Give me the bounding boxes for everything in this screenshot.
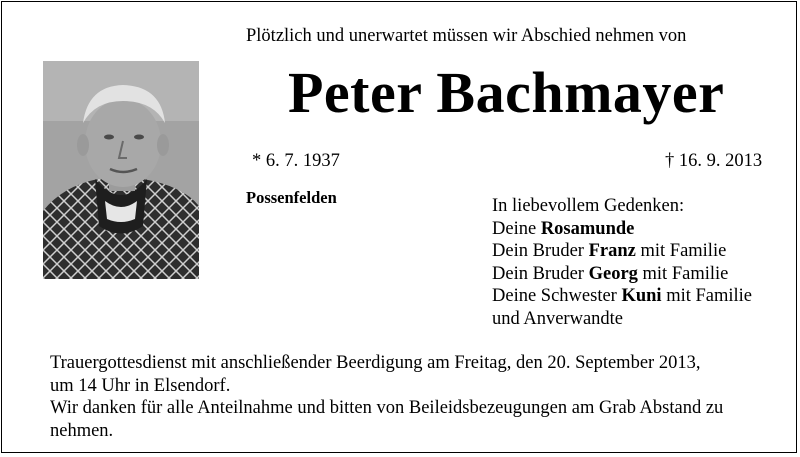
mourner-line: Deine Schwester Kuni mit Familie — [492, 286, 753, 306]
funeral-line: um 14 Uhr in Elsendorf. — [50, 375, 231, 396]
intro-text: Plötzlich und unerwartet müssen wir Abschied nehmen von — [246, 26, 687, 46]
mourner-line: Dein Bruder Georg mit Familie — [492, 263, 729, 284]
mourners-list — [492, 195, 752, 330]
mourner-line: Dein Bruder Franz mit Familie — [492, 241, 727, 261]
mourner-line: Deine Rosamunde — [492, 218, 635, 239]
mourner-name: Rosamunde — [540, 218, 635, 239]
funeral-info — [50, 352, 723, 442]
mourners-heading: In liebevollem Gedenken: — [492, 196, 685, 216]
birth-date: * 6. 7. 1937 — [252, 151, 340, 171]
mourner-name: Georg — [588, 263, 638, 284]
place-name: Possenfelden — [246, 188, 337, 207]
deceased-name: Peter Bachmayer — [288, 60, 725, 125]
portrait-photo — [43, 61, 199, 279]
obituary-notice — [1, 1, 797, 453]
thanks-line: Wir danken für alle Anteilnahme und bitten von Beileidsbezeugungen am Grab Abstand zu — [50, 398, 724, 418]
death-date: † 16. 9. 2013 — [665, 151, 763, 171]
funeral-line: Trauergottesdienst mit anschließender Beerdigung am Freitag, den 20. September 2013, — [50, 353, 701, 373]
mourner-name: Kuni — [621, 286, 662, 306]
thanks-line: nehmen. — [50, 420, 114, 441]
mourner-name: Franz — [588, 241, 636, 261]
mourners-closing: und Anverwandte — [492, 308, 624, 329]
